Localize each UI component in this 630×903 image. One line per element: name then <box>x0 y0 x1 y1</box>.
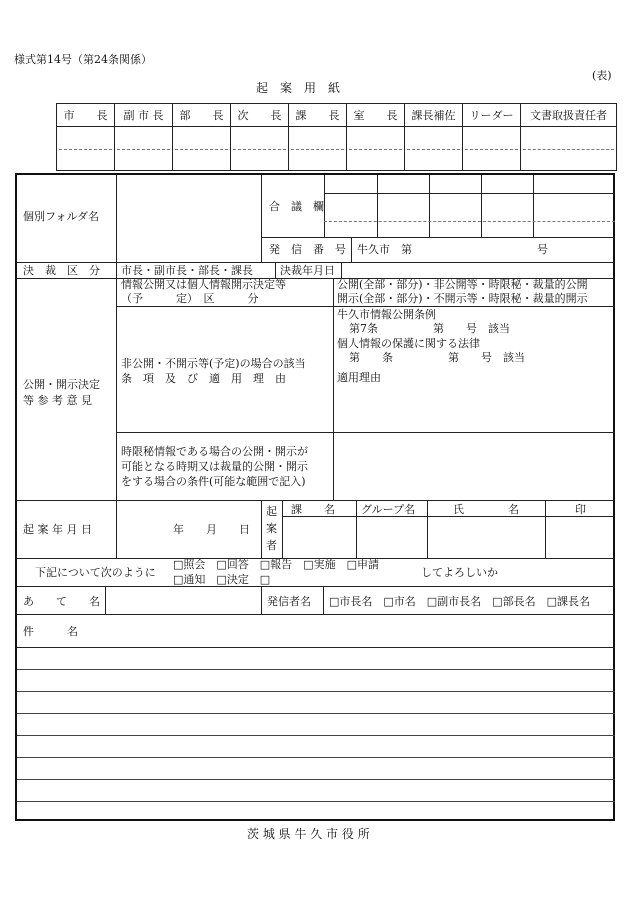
issue-suffix: 号 <box>537 243 548 256</box>
disclosure-section-label-2: 等 参 考 意 見 <box>23 394 92 407</box>
law-line: 第 条 第 号 該当 <box>349 351 525 364</box>
draft-form-frame <box>15 173 615 821</box>
stamp-cell[interactable] <box>463 127 521 171</box>
sender-label: 発信者名 <box>267 595 311 608</box>
timelimit-label-3: をする場合の条件(可能な範囲で記入) <box>121 475 306 488</box>
request-prefix: 下記について次のように <box>35 566 156 579</box>
stamp-cell[interactable] <box>173 127 231 171</box>
addressee-field[interactable] <box>107 587 260 613</box>
drafter-col-name: 氏 名 <box>453 503 519 516</box>
request-options-row2[interactable]: □通知 □決定 □ <box>173 573 271 586</box>
drafter-label-2: 案 <box>266 522 277 535</box>
stamp-cell[interactable] <box>57 127 115 171</box>
request-options-row1[interactable]: □照会 □回答 □報告 □実施 □申請 <box>173 558 379 571</box>
issue-number-label: 発 信 番 号 <box>269 243 346 256</box>
stamp-cell[interactable] <box>115 127 173 171</box>
approver-leader: リーダー <box>463 104 521 127</box>
planned-label-1: 情報公開又は個人情報開示決定等 <box>121 278 286 291</box>
reason-label: 適用理由 <box>337 371 381 384</box>
stamp-cell[interactable] <box>289 127 347 171</box>
decision-date-label: 決裁年月日 <box>280 264 335 277</box>
folder-label: 個別フォルダ名 <box>23 210 100 223</box>
subject-label: 件 名 <box>23 625 78 638</box>
approver-document-officer: 文書取扱責任者 <box>521 104 617 127</box>
folder-name-field[interactable] <box>117 175 260 261</box>
council-label: 合 議 欄 <box>269 200 324 213</box>
drafter-label-1: 起 <box>266 505 277 518</box>
request-suffix: してよろしいか <box>421 566 498 579</box>
stamp-cell[interactable] <box>521 127 617 171</box>
planned-options-2[interactable]: 開示(全部・部分)・不開示等・時限秘・裁量的開示 <box>337 292 588 305</box>
sender-options[interactable]: □市長名 □市名 □副市長名 □部長名 □課長名 <box>329 595 590 608</box>
approver-director: 部 長 <box>173 104 231 127</box>
stamp-cell[interactable] <box>347 127 405 171</box>
form-number: 様式第14号（第24条関係） <box>14 53 152 66</box>
drafter-label-3: 者 <box>266 539 277 552</box>
law-title: 個人情報の保護に関する法律 <box>337 337 480 350</box>
addressee-label: あ て 名 <box>23 595 100 608</box>
issue-city: 牛久市 第 <box>357 243 412 256</box>
nondisclosure-label-2: 条 項 及 び 適 用 理 由 <box>121 372 286 385</box>
ordinance-line: 第7条 第 号 該当 <box>349 322 510 335</box>
decision-label: 決 裁 区 分 <box>23 264 100 277</box>
drafter-col-seal: 印 <box>575 503 586 516</box>
nondisclosure-label-1: 非公開・不開示等(予定)の場合の該当 <box>121 357 306 370</box>
approval-table <box>56 103 617 171</box>
approver-office-chief: 室 長 <box>347 104 405 127</box>
decision-options[interactable]: 市長・副市長・部長・課長 <box>121 264 253 277</box>
disclosure-section-label-1: 公開・開示決定 <box>23 378 100 391</box>
timelimit-label-1: 時限秘情報である場合の公開・開示が <box>121 445 308 458</box>
side-indicator: (表) <box>592 69 612 82</box>
planned-options-1[interactable]: 公開(全部・部分)・非公開等・時限秘・裁量的公開 <box>337 278 588 291</box>
planned-label-2: （予 定） 区 分 <box>121 292 259 305</box>
approver-deputy-mayor: 副 市 長 <box>115 104 173 127</box>
approver-mayor: 市 長 <box>57 104 115 127</box>
stamp-cell[interactable] <box>405 127 463 171</box>
subject-field[interactable] <box>107 615 613 646</box>
approver-deputy-director: 次 長 <box>231 104 289 127</box>
timelimit-label-2: 可能となる時期又は裁量的公開・開示 <box>121 460 308 473</box>
approver-section-chief: 課 長 <box>289 104 347 127</box>
draft-date-format[interactable]: 年 月 日 <box>173 523 250 536</box>
stamp-cell[interactable] <box>231 127 289 171</box>
drafter-col-group: グループ名 <box>361 503 416 516</box>
footer-office: 茨 城 県 牛 久 市 役 所 <box>247 827 370 841</box>
drafter-col-section: 課 名 <box>291 503 335 516</box>
ordinance-title: 牛久市情報公開条例 <box>337 308 436 321</box>
form-title: 起 案 用 紙 <box>256 81 341 95</box>
draft-date-label: 起 案 年 月 日 <box>23 523 92 536</box>
approver-assistant-chief: 課長補佐 <box>405 104 463 127</box>
